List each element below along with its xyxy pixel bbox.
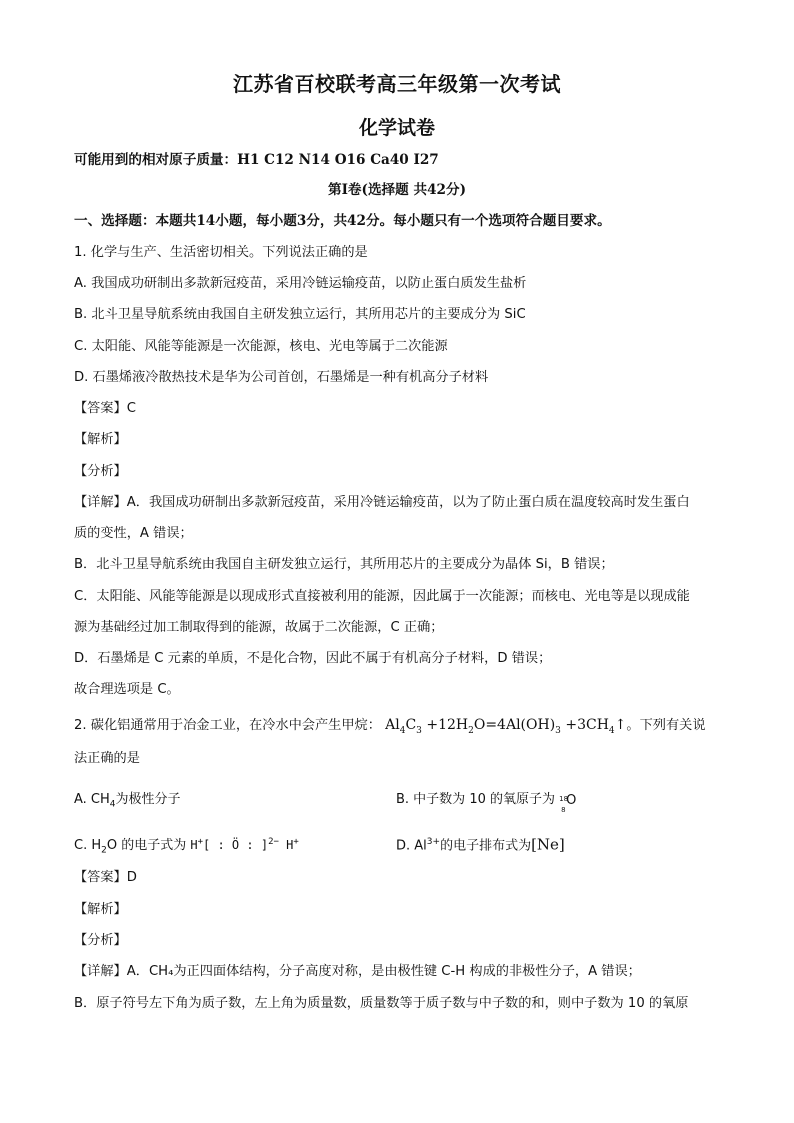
q2-option-d: D. $Al^{3+}$的电子排布式为[Ne] <box>396 835 565 854</box>
q2-option-c-label: C. H <box>74 838 102 853</box>
q1-conclusion: 故合理选项是 C。 <box>74 682 180 697</box>
q1-option-c: C. 太阳能、风能等能源是一次能源，核电、光电等属于二次能源 <box>74 339 448 354</box>
q1-fenxi: 【分析】 <box>74 464 127 479</box>
q2-option-a-label: A. CH <box>74 792 110 807</box>
exam-title: 江苏省百校联考高三年级第一次考试 <box>233 72 561 96</box>
atomic-masses: 可能用到的相对原子质量：H1 C12 N14 O16 Ca40 I27 <box>74 152 439 168</box>
q1-detail-4: D．石墨烯是 C 元素的单质，不是化合物，因此不属于有机高分子材料，D 错误； <box>74 651 552 666</box>
q2-stem-2: 法正确的是 <box>74 751 140 766</box>
q1-detail-3b: 源为基础经过加工制取得到的能源，故属于二次能源，C 正确； <box>74 620 444 635</box>
q1-option-d: D. 石墨烯液冷散热技术是华为公司首创，石墨烯是一种有机高分子材料 <box>74 370 489 385</box>
q2-option-a-text: 为极性分子 <box>115 792 181 807</box>
q2-detail-1: 【详解】A．CH₄为正四面体结构，分子高度对称，是由极性键 C-H 构成的非极性分子，A 错误； <box>74 964 641 979</box>
q1-option-b: B. 北斗卫星导航系统由我国自主研发独立运行，其所用芯片的主要成分为 SiC <box>74 307 526 322</box>
q2-option-d-text: 的电子排布式为 <box>440 838 532 854</box>
q1-detail-1: 【详解】A．我国成功研制出多款新冠疫苗，采用冷链运输疫苗，以为了防止蛋白质在温度较高时发生蛋白 <box>74 495 690 510</box>
q2-stem <box>74 715 734 741</box>
q1-detail-3: C．太阳能、风能等能源是以现成形式直接被利用的能源，因此属于一次能源；而核电、光电等是以现成能 <box>74 589 690 604</box>
exam-subtitle: 化学试卷 <box>358 117 435 139</box>
q2-option-c: C. $H_2O$ 的电子式为 H+[ : Ö : ]$^{2-}$ H+ <box>74 837 299 856</box>
q1-detail-2: B．北斗卫星导航系统由我国自主研发独立运行，其所用芯片的主要成分为晶体 Si，B 错误； <box>74 557 614 572</box>
water-electron-formula: H+[ : Ö : ]$^{2-}$ H+ <box>190 837 299 852</box>
q2-analysis: 【解析】 <box>74 902 127 917</box>
q2-fenxi: 【分析】 <box>74 933 127 948</box>
q2-stem-text: 2. 碳化铝通常用于冶金工业，在冷水中会产生甲烷： <box>74 718 381 733</box>
q2-answer: 【答案】D <box>74 870 137 885</box>
q1-analysis: 【解析】 <box>74 432 127 447</box>
q2-option-c-text: O 的电子式为 <box>106 838 187 853</box>
neon-config: [Ne] <box>531 835 565 854</box>
section-header: 一、选择题：本题共14小题，每小题3分，共42分。每小题只有一个选项符合题目要求。 <box>74 213 611 229</box>
q1-option-a: A. 我国成功研制出多款新冠疫苗，采用冷链运输疫苗，以防止蛋白质发生盐析 <box>74 276 527 291</box>
q1-answer: 【答案】C <box>74 401 136 416</box>
q2-option-d-label: D. Al <box>396 838 427 854</box>
oxygen-isotope-symbol: 18 8 O <box>559 792 577 814</box>
q2-stem-tail: 。下列有关说 <box>626 718 706 733</box>
q2-option-b <box>396 790 577 814</box>
q1-detail-1b: 质的变性，A 错误； <box>74 526 193 541</box>
q2-option-b-text: B. 中子数为 10 的氧原子为 <box>396 792 555 807</box>
q2-option-a: A. $CH_4$为极性分子 <box>74 792 181 810</box>
q1-stem: 1. 化学与生产、生活密切相关。下列说法正确的是 <box>74 245 368 260</box>
q2-detail-2: B．原子符号左下角为质子数，左上角为质量数，质量数等于质子数与中子数的和，则中子数为 10 的氧原 <box>74 996 689 1011</box>
volume-header: 第Ⅰ卷(选择题 共42分) <box>327 182 467 198</box>
methane-equation: $Al_4C_3 +12H_2O=4Al(OH)_3$ $+3CH_4↑$ <box>385 717 627 736</box>
